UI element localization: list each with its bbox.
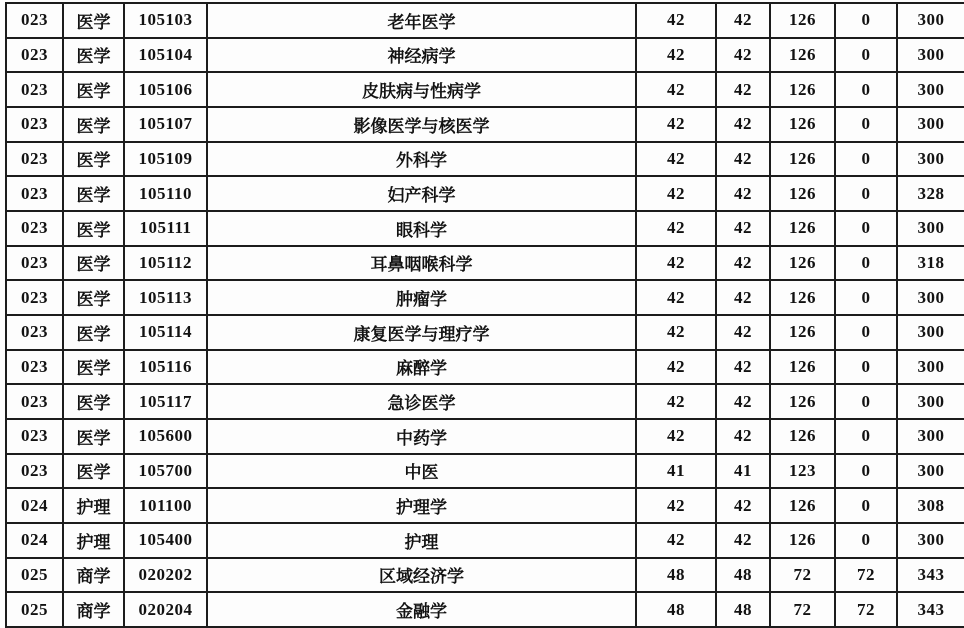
score-course2-cell: 0 bbox=[835, 38, 897, 73]
major-name-cell: 护理学 bbox=[207, 488, 636, 523]
score-politics-cell: 42 bbox=[636, 211, 716, 246]
score-course1-cell: 126 bbox=[770, 384, 835, 419]
score-course2-cell: 72 bbox=[835, 592, 897, 627]
score-course2-cell: 0 bbox=[835, 488, 897, 523]
college-name-cell: 医学 bbox=[63, 72, 124, 107]
college-code-cell: 023 bbox=[6, 176, 63, 211]
major-code-cell: 105104 bbox=[124, 38, 207, 73]
score-course1-cell: 126 bbox=[770, 142, 835, 177]
score-total-cell: 300 bbox=[897, 419, 964, 454]
college-name-cell: 医学 bbox=[63, 246, 124, 281]
college-code-cell: 023 bbox=[6, 280, 63, 315]
major-code-cell: 020204 bbox=[124, 592, 207, 627]
table-row bbox=[6, 350, 964, 385]
major-code-cell: 105110 bbox=[124, 176, 207, 211]
score-foreign-language-cell: 48 bbox=[716, 592, 770, 627]
score-course1-cell: 72 bbox=[770, 558, 835, 593]
score-foreign-language-cell: 42 bbox=[716, 384, 770, 419]
score-foreign-language-cell: 42 bbox=[716, 72, 770, 107]
score-politics-cell: 42 bbox=[636, 142, 716, 177]
score-total-cell: 300 bbox=[897, 280, 964, 315]
table-row bbox=[6, 142, 964, 177]
scores-table-body bbox=[6, 3, 964, 627]
table-row bbox=[6, 592, 964, 627]
table-row bbox=[6, 107, 964, 142]
table-row bbox=[6, 176, 964, 211]
table-row bbox=[6, 72, 964, 107]
score-total-cell: 343 bbox=[897, 592, 964, 627]
college-code-cell: 023 bbox=[6, 454, 63, 489]
score-foreign-language-cell: 42 bbox=[716, 246, 770, 281]
score-politics-cell: 48 bbox=[636, 558, 716, 593]
score-politics-cell: 42 bbox=[636, 384, 716, 419]
score-course2-cell: 0 bbox=[835, 246, 897, 281]
college-code-cell: 023 bbox=[6, 419, 63, 454]
score-course2-cell: 0 bbox=[835, 384, 897, 419]
college-name-cell: 医学 bbox=[63, 454, 124, 489]
college-code-cell: 024 bbox=[6, 523, 63, 558]
score-total-cell: 300 bbox=[897, 315, 964, 350]
college-name-cell: 商学 bbox=[63, 592, 124, 627]
score-politics-cell: 42 bbox=[636, 246, 716, 281]
score-total-cell: 328 bbox=[897, 176, 964, 211]
score-course1-cell: 126 bbox=[770, 350, 835, 385]
score-total-cell: 308 bbox=[897, 488, 964, 523]
score-course1-cell: 126 bbox=[770, 38, 835, 73]
table-row bbox=[6, 454, 964, 489]
table-row bbox=[6, 315, 964, 350]
major-name-cell: 老年医学 bbox=[207, 3, 636, 38]
college-name-cell: 护理 bbox=[63, 523, 124, 558]
score-foreign-language-cell: 42 bbox=[716, 107, 770, 142]
score-politics-cell: 42 bbox=[636, 280, 716, 315]
score-foreign-language-cell: 42 bbox=[716, 350, 770, 385]
score-total-cell: 300 bbox=[897, 107, 964, 142]
major-code-cell: 105400 bbox=[124, 523, 207, 558]
college-code-cell: 023 bbox=[6, 38, 63, 73]
score-total-cell: 300 bbox=[897, 384, 964, 419]
major-code-cell: 105700 bbox=[124, 454, 207, 489]
major-name-cell: 神经病学 bbox=[207, 38, 636, 73]
table-row bbox=[6, 488, 964, 523]
major-name-cell: 外科学 bbox=[207, 142, 636, 177]
score-politics-cell: 42 bbox=[636, 3, 716, 38]
college-code-cell: 023 bbox=[6, 142, 63, 177]
college-code-cell: 023 bbox=[6, 72, 63, 107]
score-foreign-language-cell: 42 bbox=[716, 176, 770, 211]
score-politics-cell: 42 bbox=[636, 350, 716, 385]
major-name-cell: 康复医学与理疗学 bbox=[207, 315, 636, 350]
table-row bbox=[6, 3, 964, 38]
major-code-cell: 105117 bbox=[124, 384, 207, 419]
college-code-cell: 023 bbox=[6, 211, 63, 246]
score-politics-cell: 48 bbox=[636, 592, 716, 627]
table-row bbox=[6, 523, 964, 558]
score-course2-cell: 0 bbox=[835, 419, 897, 454]
score-course1-cell: 126 bbox=[770, 176, 835, 211]
table-row bbox=[6, 246, 964, 281]
score-politics-cell: 42 bbox=[636, 523, 716, 558]
college-code-cell: 023 bbox=[6, 107, 63, 142]
score-course1-cell: 72 bbox=[770, 592, 835, 627]
table-row bbox=[6, 558, 964, 593]
score-foreign-language-cell: 42 bbox=[716, 3, 770, 38]
score-course2-cell: 0 bbox=[835, 211, 897, 246]
score-course1-cell: 126 bbox=[770, 3, 835, 38]
major-name-cell: 中药学 bbox=[207, 419, 636, 454]
major-name-cell: 中医 bbox=[207, 454, 636, 489]
major-name-cell: 肿瘤学 bbox=[207, 280, 636, 315]
college-name-cell: 护理 bbox=[63, 488, 124, 523]
table-row bbox=[6, 419, 964, 454]
score-course2-cell: 0 bbox=[835, 454, 897, 489]
major-code-cell: 105113 bbox=[124, 280, 207, 315]
table-row bbox=[6, 384, 964, 419]
major-code-cell: 101100 bbox=[124, 488, 207, 523]
major-name-cell: 妇产科学 bbox=[207, 176, 636, 211]
college-name-cell: 医学 bbox=[63, 350, 124, 385]
score-foreign-language-cell: 42 bbox=[716, 523, 770, 558]
major-code-cell: 105106 bbox=[124, 72, 207, 107]
score-course1-cell: 126 bbox=[770, 107, 835, 142]
college-name-cell: 医学 bbox=[63, 107, 124, 142]
college-code-cell: 023 bbox=[6, 384, 63, 419]
score-foreign-language-cell: 42 bbox=[716, 142, 770, 177]
score-total-cell: 300 bbox=[897, 350, 964, 385]
score-total-cell: 300 bbox=[897, 142, 964, 177]
score-course1-cell: 126 bbox=[770, 211, 835, 246]
score-course2-cell: 0 bbox=[835, 523, 897, 558]
score-politics-cell: 42 bbox=[636, 176, 716, 211]
score-course1-cell: 126 bbox=[770, 419, 835, 454]
score-politics-cell: 42 bbox=[636, 488, 716, 523]
score-foreign-language-cell: 42 bbox=[716, 280, 770, 315]
score-course1-cell: 126 bbox=[770, 280, 835, 315]
college-code-cell: 024 bbox=[6, 488, 63, 523]
major-code-cell: 105116 bbox=[124, 350, 207, 385]
score-foreign-language-cell: 48 bbox=[716, 558, 770, 593]
score-foreign-language-cell: 42 bbox=[716, 419, 770, 454]
college-name-cell: 医学 bbox=[63, 142, 124, 177]
college-name-cell: 医学 bbox=[63, 315, 124, 350]
college-name-cell: 商学 bbox=[63, 558, 124, 593]
college-name-cell: 医学 bbox=[63, 211, 124, 246]
major-name-cell: 护理 bbox=[207, 523, 636, 558]
college-code-cell: 025 bbox=[6, 558, 63, 593]
score-course2-cell: 0 bbox=[835, 350, 897, 385]
major-code-cell: 105114 bbox=[124, 315, 207, 350]
score-course2-cell: 72 bbox=[835, 558, 897, 593]
major-code-cell: 105107 bbox=[124, 107, 207, 142]
score-course2-cell: 0 bbox=[835, 142, 897, 177]
score-total-cell: 343 bbox=[897, 558, 964, 593]
major-code-cell: 105103 bbox=[124, 3, 207, 38]
score-total-cell: 300 bbox=[897, 211, 964, 246]
score-foreign-language-cell: 42 bbox=[716, 38, 770, 73]
score-foreign-language-cell: 42 bbox=[716, 488, 770, 523]
table-row bbox=[6, 211, 964, 246]
score-politics-cell: 42 bbox=[636, 107, 716, 142]
score-total-cell: 300 bbox=[897, 523, 964, 558]
table-row bbox=[6, 280, 964, 315]
score-foreign-language-cell: 42 bbox=[716, 315, 770, 350]
score-course1-cell: 126 bbox=[770, 523, 835, 558]
score-course1-cell: 123 bbox=[770, 454, 835, 489]
score-course1-cell: 126 bbox=[770, 246, 835, 281]
score-course2-cell: 0 bbox=[835, 72, 897, 107]
score-course2-cell: 0 bbox=[835, 176, 897, 211]
college-code-cell: 023 bbox=[6, 315, 63, 350]
score-course1-cell: 126 bbox=[770, 315, 835, 350]
score-total-cell: 300 bbox=[897, 454, 964, 489]
college-code-cell: 023 bbox=[6, 350, 63, 385]
college-code-cell: 023 bbox=[6, 3, 63, 38]
score-politics-cell: 42 bbox=[636, 315, 716, 350]
major-code-cell: 105109 bbox=[124, 142, 207, 177]
major-code-cell: 020202 bbox=[124, 558, 207, 593]
score-total-cell: 300 bbox=[897, 72, 964, 107]
major-name-cell: 区域经济学 bbox=[207, 558, 636, 593]
score-course2-cell: 0 bbox=[835, 315, 897, 350]
college-code-cell: 023 bbox=[6, 246, 63, 281]
college-name-cell: 医学 bbox=[63, 38, 124, 73]
college-name-cell: 医学 bbox=[63, 176, 124, 211]
score-foreign-language-cell: 42 bbox=[716, 211, 770, 246]
score-course2-cell: 0 bbox=[835, 3, 897, 38]
score-total-cell: 300 bbox=[897, 3, 964, 38]
major-name-cell: 耳鼻咽喉科学 bbox=[207, 246, 636, 281]
score-politics-cell: 41 bbox=[636, 454, 716, 489]
score-politics-cell: 42 bbox=[636, 38, 716, 73]
score-course2-cell: 0 bbox=[835, 107, 897, 142]
major-code-cell: 105111 bbox=[124, 211, 207, 246]
major-name-cell: 金融学 bbox=[207, 592, 636, 627]
score-politics-cell: 42 bbox=[636, 419, 716, 454]
college-name-cell: 医学 bbox=[63, 280, 124, 315]
college-code-cell: 025 bbox=[6, 592, 63, 627]
score-course2-cell: 0 bbox=[835, 280, 897, 315]
score-politics-cell: 42 bbox=[636, 72, 716, 107]
major-name-cell: 急诊医学 bbox=[207, 384, 636, 419]
major-code-cell: 105600 bbox=[124, 419, 207, 454]
major-name-cell: 皮肤病与性病学 bbox=[207, 72, 636, 107]
college-name-cell: 医学 bbox=[63, 384, 124, 419]
scores-table bbox=[5, 2, 964, 628]
major-code-cell: 105112 bbox=[124, 246, 207, 281]
score-foreign-language-cell: 41 bbox=[716, 454, 770, 489]
score-total-cell: 318 bbox=[897, 246, 964, 281]
score-total-cell: 300 bbox=[897, 38, 964, 73]
major-name-cell: 眼科学 bbox=[207, 211, 636, 246]
college-name-cell: 医学 bbox=[63, 3, 124, 38]
table-row bbox=[6, 38, 964, 73]
major-name-cell: 麻醉学 bbox=[207, 350, 636, 385]
score-course1-cell: 126 bbox=[770, 72, 835, 107]
college-name-cell: 医学 bbox=[63, 419, 124, 454]
score-course1-cell: 126 bbox=[770, 488, 835, 523]
major-name-cell: 影像医学与核医学 bbox=[207, 107, 636, 142]
